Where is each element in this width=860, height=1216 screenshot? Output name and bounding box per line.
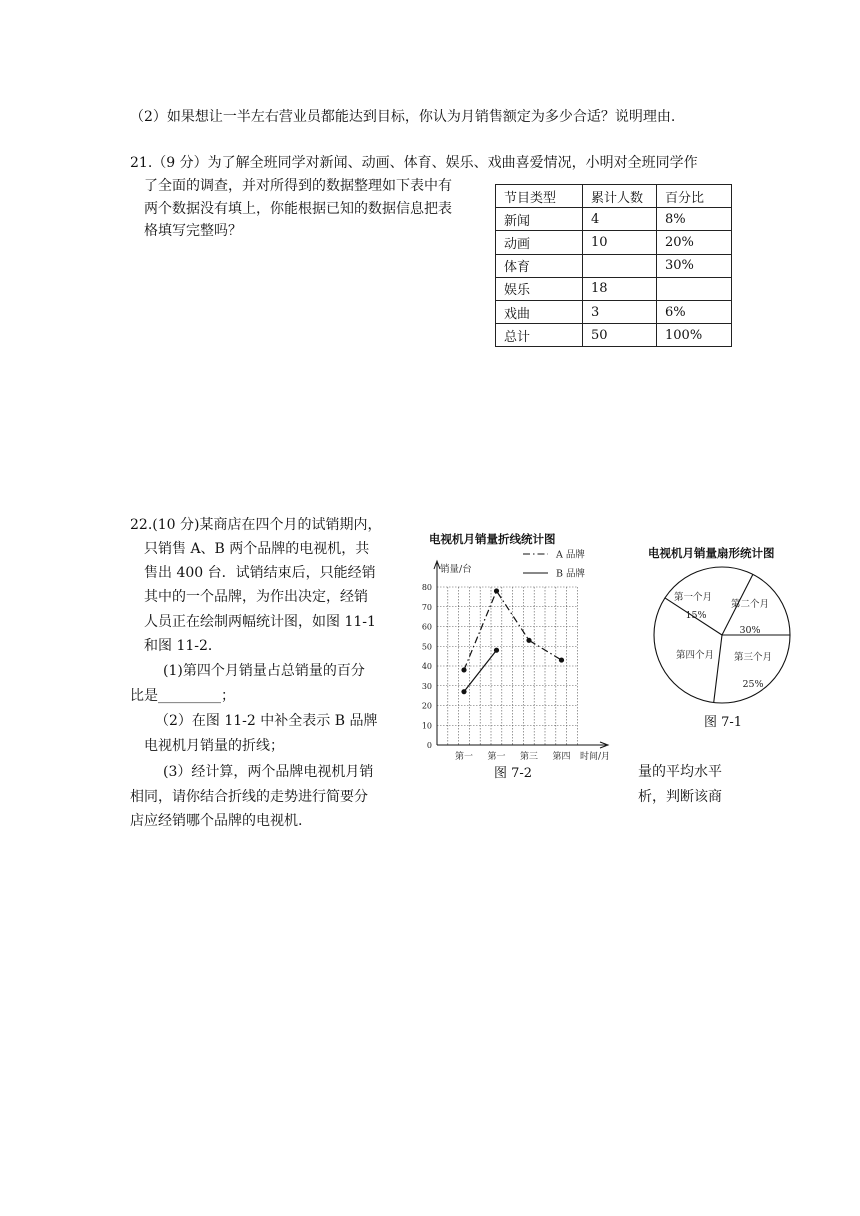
y-tick-label: 20: [421, 701, 432, 711]
table-row: [496, 254, 732, 277]
table-cell: 6%: [657, 300, 732, 323]
pie-slice-label: 第二个月: [730, 599, 770, 610]
data-point: [494, 588, 499, 593]
table-header: 百分比: [657, 185, 732, 208]
y-tick-label: 0: [426, 741, 432, 750]
table-cell: 戏曲: [496, 300, 583, 323]
q22-part1b: 比是_________；: [130, 688, 235, 704]
y-tick-label: 80: [421, 583, 432, 592]
pie-slice-label: 第四个月: [675, 650, 715, 661]
q22-line3: 售出 400 台．试销结束后，只能经销: [144, 565, 376, 581]
table-header: 节目类型: [496, 185, 583, 208]
legend-label: A 品牌: [556, 549, 585, 561]
table-row: [496, 324, 732, 347]
legend-label: B 品牌: [556, 568, 586, 580]
pie-slice-value: 15%: [685, 610, 707, 621]
x-tick-label: 第一: [454, 752, 474, 762]
q21-line3: 两个数据没有填上，你能根据已知的数据信息把表: [144, 201, 452, 217]
x-tick-label: 第三: [519, 752, 539, 762]
q22-part3c: 店应经销哪个品牌的电视机.: [130, 813, 303, 829]
y-tick-label: 70: [421, 602, 432, 612]
q22-part1a: (1)第四个月销量占总销量的百分: [163, 663, 365, 679]
q22-line4: 其中的一个品牌，为作出决定，经销: [144, 589, 368, 605]
table-row: [496, 208, 732, 231]
x-axis-label: 时间/月: [579, 752, 611, 762]
y-tick-label: 40: [421, 662, 432, 671]
pie-slice-label: 第三个月: [733, 652, 773, 663]
q22-line6: 和图 11-2．: [144, 638, 222, 654]
table-cell: 20%: [657, 231, 732, 254]
line-chart: [418, 545, 633, 770]
data-point: [526, 638, 531, 643]
y-tick-label: 10: [421, 721, 432, 731]
data-point: [559, 657, 564, 662]
q22-part3a: (3）经计算，两个品牌电视机月销: [163, 764, 374, 780]
data-point: [494, 648, 499, 653]
y-tick-label: 30: [421, 681, 432, 691]
q22-part3b-tail: 析，判断该商: [638, 789, 722, 805]
table-row: [496, 277, 732, 300]
q22-line5: 人员正在绘制两幅统计图，如图 11-1: [144, 614, 376, 630]
q22-line2: 只销售 A、B 两个品牌的电视机，共: [144, 541, 370, 557]
q22-part3b: 相同，请你结合折线的走势进行简要分: [130, 789, 368, 805]
q22-line1: 22.(10 分)某商店在四个月的试销期内，: [130, 517, 382, 533]
y-tick-label: 60: [421, 622, 432, 632]
x-tick-label: 第四: [552, 752, 571, 762]
q21-table: [495, 184, 732, 347]
q22-part2a: （2）在图 11-2 中补全表示 B 品牌: [155, 713, 378, 729]
line-chart-caption: 图 7-2: [494, 766, 533, 781]
table-cell: 新闻: [496, 208, 583, 231]
table-header: 累计人数: [583, 185, 657, 208]
pie-chart-title: 电视机月销量扇形统计图: [648, 546, 775, 560]
pie-slice-value: 30%: [739, 625, 761, 636]
q22-part2b: 电视机月销量的折线；: [144, 738, 284, 754]
table-cell: 体育: [496, 254, 583, 277]
y-axis-label: 销量/台: [440, 564, 472, 575]
data-point: [461, 689, 466, 694]
table-cell: 娱乐: [496, 277, 583, 300]
table-cell: 动画: [496, 231, 583, 254]
table-cell: 18: [583, 277, 657, 300]
table-row: [496, 300, 732, 323]
q21-line2: 了全面的调查，并对所得到的数据整理如下表中有: [144, 178, 452, 194]
y-tick-label: 50: [421, 642, 432, 652]
q21-line1: 21.（9 分）为了解全班同学对新闻、动画、体育、娱乐、戏曲喜爱情况，小明对全班同学作: [130, 155, 698, 171]
table-cell: 总计: [496, 324, 583, 347]
table-cell: 30%: [657, 254, 732, 277]
table-cell: [583, 254, 657, 277]
pie-chart-caption: 图 7-1: [704, 715, 743, 730]
table-row: [496, 231, 732, 254]
table-cell: 4: [583, 208, 657, 231]
x-tick-label: 第一: [487, 752, 506, 762]
pie-chart: [650, 565, 795, 705]
pie-slice-value: 25%: [742, 679, 764, 690]
line-chart-title: 电视机月销量折线统计图: [429, 532, 556, 546]
table-cell: 3: [583, 300, 657, 323]
pie-slice-label: 第一个月: [673, 592, 713, 603]
table-cell: 100%: [657, 324, 732, 347]
q20-part2: （2）如果想让一半左右营业员都能达到目标，你认为月销售额定为多少合适？说明理由.: [130, 109, 676, 125]
table-cell: 8%: [657, 208, 732, 231]
table-cell: [657, 277, 732, 300]
table-header-row: [496, 185, 732, 208]
q21-line4: 格填写完整吗？: [144, 223, 242, 239]
data-point: [461, 667, 466, 672]
table-cell: 10: [583, 231, 657, 254]
table-cell: 50: [583, 324, 657, 347]
q22-part3a-tail: 量的平均水平: [638, 764, 722, 780]
